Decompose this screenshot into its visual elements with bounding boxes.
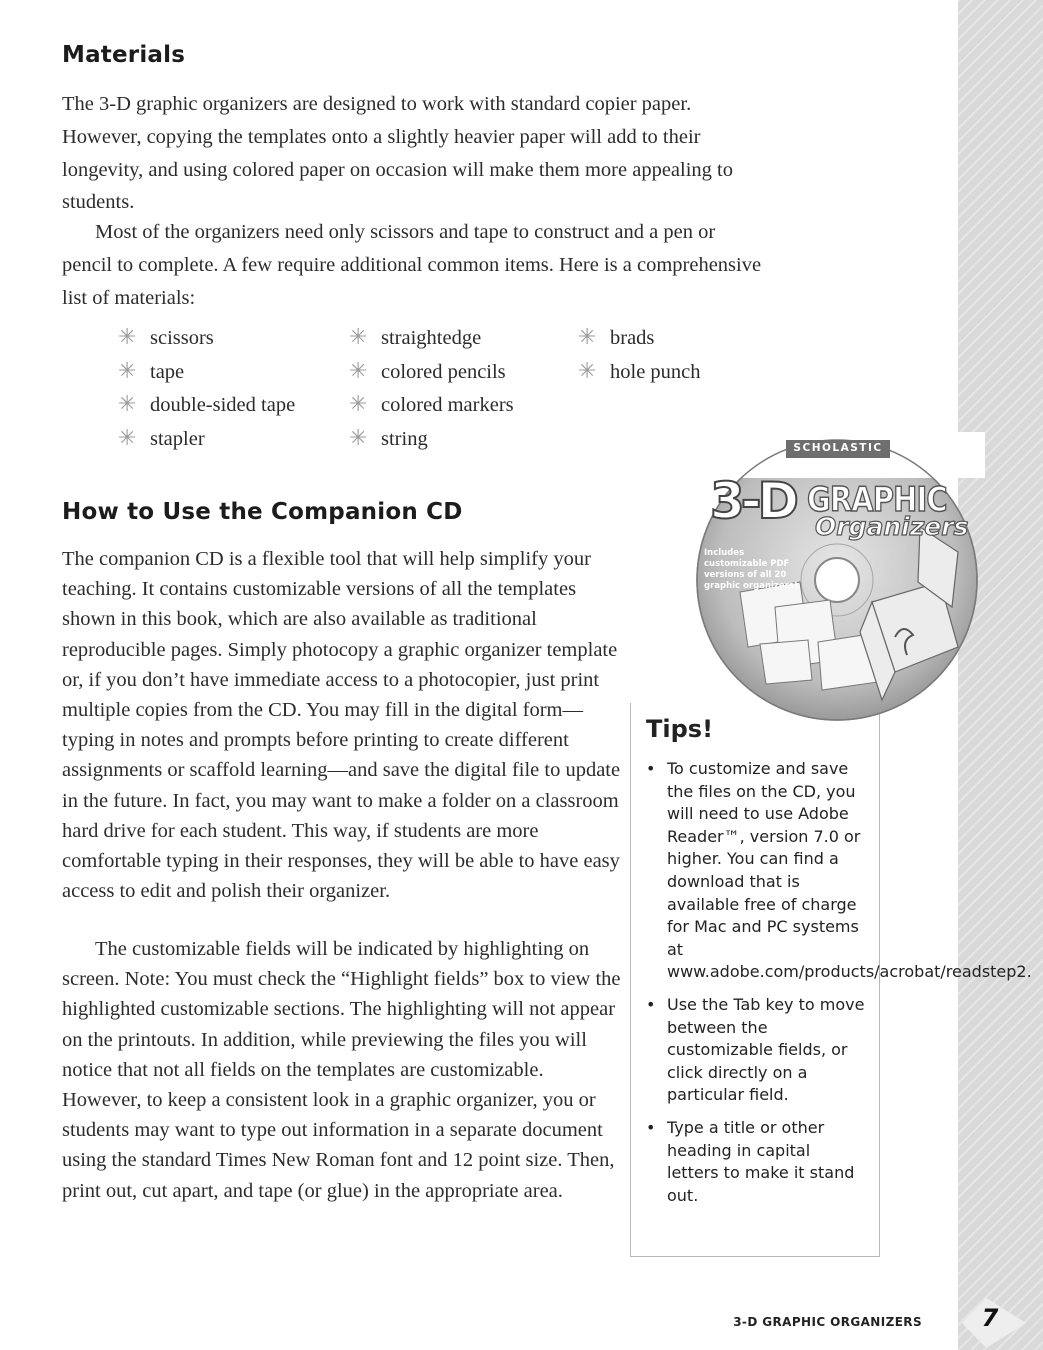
page-number: 7 [981, 1304, 999, 1332]
tips-heading: Tips! [646, 715, 714, 743]
cd-title-graphic: GRAPHIC [807, 480, 947, 520]
companion-cd-paragraph-2 [62, 934, 622, 1206]
materials-list-item [349, 321, 514, 355]
materials-heading: Materials [62, 42, 186, 68]
materials-list-column-2 [349, 321, 514, 456]
materials-paragraph-2-text: Most of the organizers need only scissors and tape to construct and a pen or pencil to complete. A few require additional common items. Here is a comprehensive list of materials: [62, 221, 762, 309]
materials-list-item [349, 388, 514, 422]
materials-list-item [578, 321, 701, 355]
materials-list-item [349, 422, 514, 456]
materials-item-label: double-sided tape [150, 394, 296, 417]
tips-list-item [646, 1117, 866, 1207]
asterisk-bullet-icon: ✳ [349, 358, 368, 384]
materials-item-label: scissors [150, 327, 214, 349]
tip-text: Type a title or other heading in capital letters to make it stand out. [667, 1117, 855, 1205]
asterisk-bullet-icon: ✳ [349, 392, 368, 418]
materials-item-label: hole punch [610, 360, 701, 383]
companion-cd-paragraph-2-text: The customizable fields will be indicated by highlighting on screen. Note: You must check the “Highlight fields” box to view the highlighted customizable sections. The highlighting will not appear on the printouts. In addition, while previewing the files you will notice that not all fields on the templates are customizable. However, to keep a consistent look in a graphic organizer, you or students may want to type out information in a separate document using the standard Times New Roman font and 12 point size. Then, print out, cut apart, and tape (or glue) in the appropriate area. [62, 938, 621, 1202]
companion-cd-paragraph-1: The companion CD is a flexible tool that will help simplify your teaching. It contains customizable versions of all the templates shown in this book, which are also available as traditional reproducible pages. Simply photocopy a graphic organizer template or, if you don’t have immediate access to a photocopier, just print multiple copies from the CD. You may fill in the digital form—typing in notes and prompts before printing to create different assignments or scaffold learning—and save the digital file to update in the future. In fact, you may want to make a folder on a classroom hard drive for each student. This way, if students are more comfortable typing in their responses, they will be able to have easy access to edit and polish their organizer. [62, 548, 621, 903]
cd-title-organizers: Organizers [815, 512, 969, 541]
materials-item-label: straightedge [381, 327, 482, 349]
materials-paragraph-2 [62, 216, 764, 314]
materials-list-item [578, 355, 701, 389]
asterisk-bullet-icon: ✳ [349, 426, 368, 452]
materials-item-label: brads [610, 327, 655, 349]
materials-list-column-1 [118, 321, 295, 456]
running-footer-title: 3-D GRAPHIC ORGANIZERS [733, 1315, 922, 1329]
materials-item-label: colored markers [381, 394, 514, 417]
bullet-dot-icon: • [646, 759, 656, 778]
materials-list-item [349, 355, 514, 389]
tip-text: To customize and save the files on the CD, you will need to use Adobe Reader™, version 7.0 or higher. You can find a download that is available free of charge for Mac and PC systems at www.adobe.com/products/acrobat/readstep2. [667, 759, 1032, 982]
materials-list-item [118, 321, 295, 355]
bullet-dot-icon: • [646, 994, 656, 1014]
bullet-dot-icon: • [646, 1117, 656, 1137]
materials-list-column-3 [578, 321, 701, 388]
tips-list-item [646, 758, 1032, 984]
tips-list [646, 758, 1032, 1217]
cd-includes-note: Includes customizable PDF versions of all 20 graphic organizers! [704, 548, 798, 591]
materials-paragraph-1: The 3-D graphic organizers are designed to work with standard copier paper. However, copying the templates onto a slightly heavier paper will add to their longevity, and using colored paper on occasion will make them more appealing to students. [62, 93, 733, 214]
tips-list-item [646, 994, 866, 1107]
materials-list-item [118, 355, 295, 389]
asterisk-bullet-icon: ✳ [118, 358, 137, 384]
asterisk-bullet-icon: ✳ [118, 426, 137, 452]
materials-item-label: colored pencils [381, 360, 506, 383]
cd-title-3d: 3-D [710, 472, 796, 530]
asterisk-bullet-icon: ✳ [118, 392, 137, 418]
materials-item-label: stapler [150, 428, 205, 451]
materials-list-item [118, 422, 295, 456]
tip-text: Use the Tab key to move between the customizable fields, or click directly on a particular field. [667, 994, 865, 1105]
cd-brand-label: SCHOLASTIC [793, 442, 883, 454]
asterisk-bullet-icon: ✳ [118, 325, 137, 350]
materials-item-label: string [381, 428, 428, 451]
materials-list-item [118, 388, 295, 422]
asterisk-bullet-icon: ✳ [578, 325, 597, 350]
companion-cd-heading: How to Use the Companion CD [62, 499, 463, 525]
materials-item-label: tape [150, 360, 185, 383]
asterisk-bullet-icon: ✳ [349, 325, 368, 350]
asterisk-bullet-icon: ✳ [578, 358, 597, 384]
cd-disc-image [690, 432, 985, 732]
